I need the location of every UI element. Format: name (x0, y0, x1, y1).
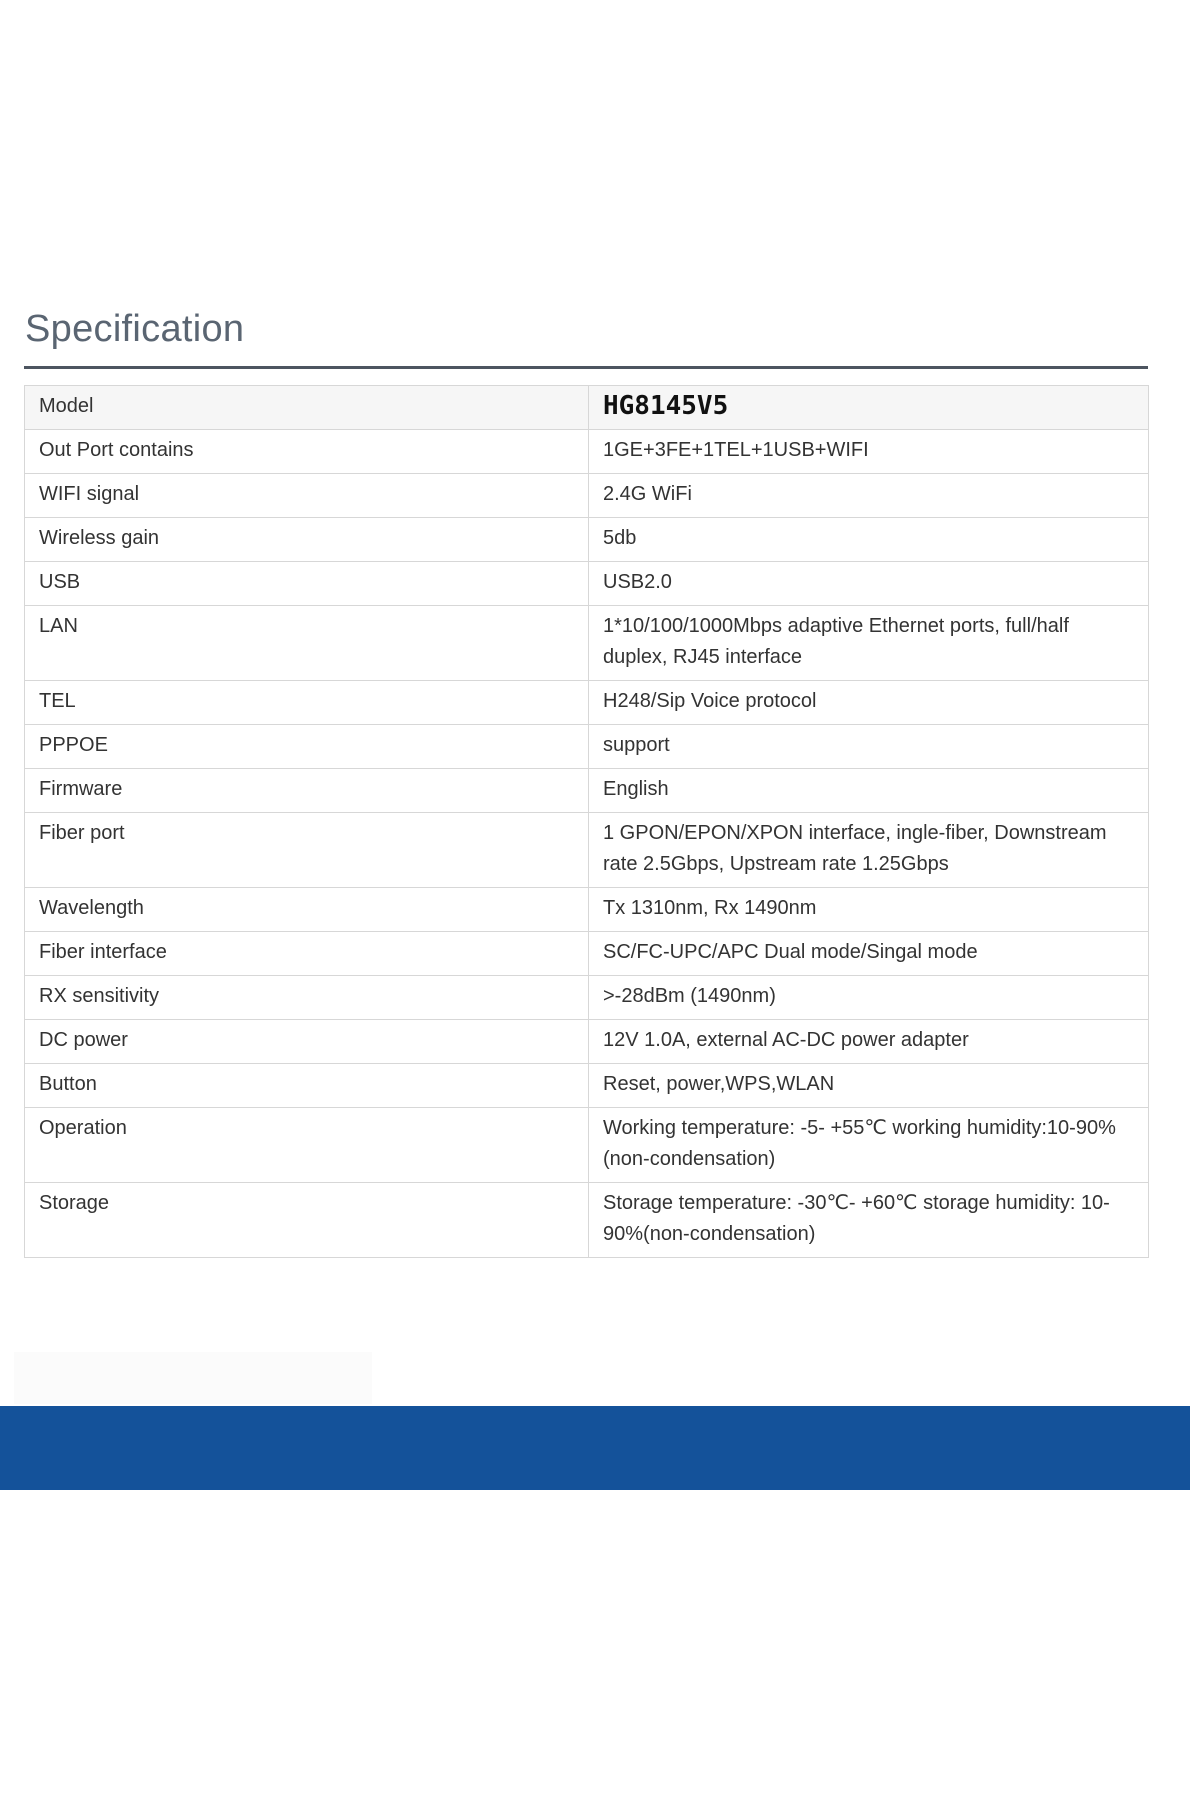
spec-value: 12V 1.0A, external AC-DC power adapter (589, 1020, 1149, 1064)
spec-label: Button (25, 1064, 589, 1108)
spec-label: PPPOE (25, 725, 589, 769)
table-row (25, 725, 1149, 769)
footer-blue-band (0, 1406, 1190, 1490)
spec-label: Operation (25, 1108, 589, 1183)
page-title: Specification (25, 308, 245, 350)
spec-value: >-28dBm (1490nm) (589, 976, 1149, 1020)
spec-value: 1 GPON/EPON/XPON interface, ingle-fiber, Downstream rate 2.5Gbps, Upstream rate 1.25Gbps (589, 813, 1149, 888)
spec-label: LAN (25, 606, 589, 681)
table-row (25, 562, 1149, 606)
spec-value: Working temperature: -5- +55℃ working humidity:10-90%(non-condensation) (589, 1108, 1149, 1183)
table-row (25, 681, 1149, 725)
spec-label: Firmware (25, 769, 589, 813)
table-row (25, 518, 1149, 562)
spec-label: TEL (25, 681, 589, 725)
spec-value: Reset, power,WPS,WLAN (589, 1064, 1149, 1108)
spec-label: Out Port contains (25, 430, 589, 474)
table-row (25, 606, 1149, 681)
spec-value: Tx 1310nm, Rx 1490nm (589, 888, 1149, 932)
spec-value: USB2.0 (589, 562, 1149, 606)
table-row (25, 932, 1149, 976)
spec-value: English (589, 769, 1149, 813)
spec-value: 1GE+3FE+1TEL+1USB+WIFI (589, 430, 1149, 474)
table-row (25, 813, 1149, 888)
model-value: HG8145V5 (589, 386, 1149, 430)
spec-label: USB (25, 562, 589, 606)
faded-heading-placeholder (14, 1352, 372, 1404)
spec-value: H248/Sip Voice protocol (589, 681, 1149, 725)
spec-label: Model (25, 386, 589, 430)
table-row-model (25, 386, 1149, 430)
spec-label: Storage (25, 1183, 589, 1258)
spec-value: 5db (589, 518, 1149, 562)
spec-label: Fiber interface (25, 932, 589, 976)
spec-label: Wireless gain (25, 518, 589, 562)
title-divider (24, 366, 1148, 369)
table-row (25, 1020, 1149, 1064)
spec-value: 2.4G WiFi (589, 474, 1149, 518)
table-row (25, 1108, 1149, 1183)
table-row (25, 888, 1149, 932)
spec-value: support (589, 725, 1149, 769)
spec-label: Wavelength (25, 888, 589, 932)
spec-label: WIFI signal (25, 474, 589, 518)
spec-label: DC power (25, 1020, 589, 1064)
table-row (25, 474, 1149, 518)
spec-label: RX sensitivity (25, 976, 589, 1020)
table-row (25, 1183, 1149, 1258)
spec-value: Storage temperature: -30℃- +60℃ storage humidity: 10-90%(non-condensation) (589, 1183, 1149, 1258)
table-row (25, 769, 1149, 813)
table-row (25, 1064, 1149, 1108)
spec-table (24, 385, 1149, 1258)
table-row (25, 430, 1149, 474)
spec-label: Fiber port (25, 813, 589, 888)
spec-value: SC/FC-UPC/APC Dual mode/Singal mode (589, 932, 1149, 976)
spec-value: 1*10/100/1000Mbps adaptive Ethernet ports, full/half duplex, RJ45 interface (589, 606, 1149, 681)
table-row (25, 976, 1149, 1020)
